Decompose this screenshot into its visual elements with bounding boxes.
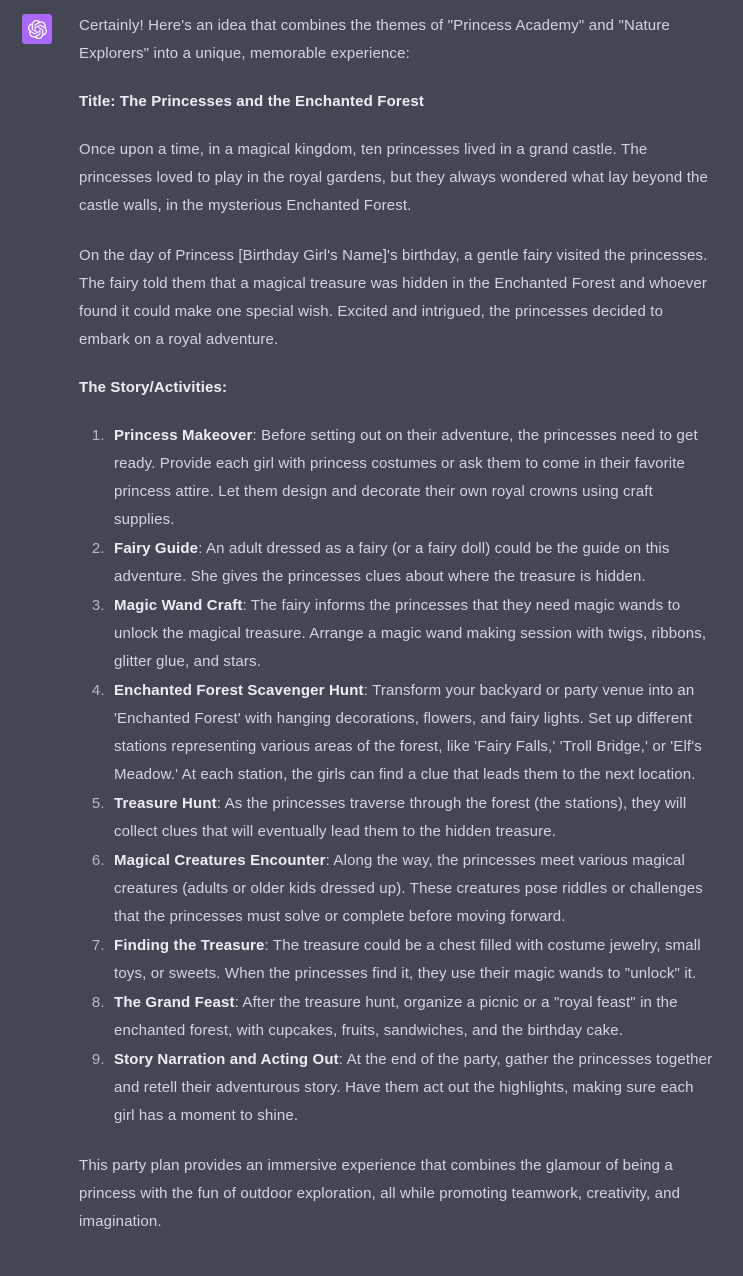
- activity-title: Finding the Treasure: [114, 937, 265, 954]
- openai-logo-icon: [28, 20, 47, 39]
- list-item: [109, 847, 717, 931]
- activity-title: Magic Wand Craft: [114, 597, 243, 614]
- list-item: [109, 1046, 717, 1130]
- activities-list: [79, 422, 717, 1130]
- activity-body: : At the end of the party, gather the princesses together and retell their adventurous story. Have them act out the highlights, making sure each girl has a moment to shine.: [114, 1051, 713, 1124]
- list-item: [109, 989, 717, 1045]
- activity-body: : The treasure could be a chest filled with costume jewelry, small toys, or sweets. When the princesses find it, they use their magic wands to "unlock" it.: [114, 937, 701, 982]
- message-content: [52, 10, 717, 1258]
- list-item: [109, 422, 717, 534]
- activity-title: Treasure Hunt: [114, 795, 217, 812]
- activity-title: Princess Makeover: [114, 427, 253, 444]
- list-item: [109, 535, 717, 591]
- intro-paragraph: Certainly! Here's an idea that combines the themes of "Princess Academy" and "Nature Explorers" into a unique, memorable experience:: [79, 17, 670, 62]
- list-item: [109, 932, 717, 988]
- list-item: [109, 790, 717, 846]
- story-paragraph-1: Once upon a time, in a magical kingdom, ten princesses lived in a grand castle. The princesses loved to play in the royal gardens, but they always wondered what lay beyond the castle walls, in the mysterious Enchanted Forest.: [79, 141, 709, 214]
- activity-title: Magical Creatures Encounter: [114, 852, 326, 869]
- story-title-heading: Title: The Princesses and the Enchanted Forest: [79, 93, 425, 110]
- list-item: [109, 677, 717, 789]
- activity-body: : Before setting out on their adventure, the princesses need to get ready. Provide each girl with princess costumes or ask them to come in their favorite princess attire. Let them design and decorate their own royal crowns using craft supplies.: [114, 427, 698, 528]
- activity-body: : The fairy informs the princesses that they need magic wands to unlock the magical treasure. Arrange a magic wand making session with twigs, ribbons, glitter glue, and stars.: [114, 597, 707, 670]
- activities-heading: The Story/Activities:: [79, 379, 228, 396]
- activity-body: : An adult dressed as a fairy (or a fairy doll) could be the guide on this adventure. She gives the princesses clues about where the treasure is hidden.: [114, 540, 670, 585]
- activity-body: : Along the way, the princesses meet various magical creatures (adults or older kids dressed up). These creatures pose riddles or challenges that the princesses must solve or complete before moving forward.: [114, 852, 703, 925]
- closing-paragraph: This party plan provides an immersive experience that combines the glamour of being a princess with the fun of outdoor exploration, all while promoting teamwork, creativity, and imagination.: [79, 1157, 681, 1230]
- list-item: [109, 592, 717, 676]
- activity-title: Enchanted Forest Scavenger Hunt: [114, 682, 364, 699]
- activity-body: : Transform your backyard or party venue into an 'Enchanted Forest' with hanging decorations, flowers, and fairy lights. Set up different stations representing various areas of the forest, like 'Fairy Falls,' 'Troll Bridge,' or 'Elf's Meadow.' At each station, the girls can find a clue that leads them to the next location.: [114, 682, 702, 783]
- activity-body: : As the princesses traverse through the forest (the stations), they will collect clues that will eventually lead them to the hidden treasure.: [114, 795, 687, 840]
- activity-title: Fairy Guide: [114, 540, 199, 557]
- assistant-avatar: [22, 14, 52, 44]
- activity-title: The Grand Feast: [114, 994, 235, 1011]
- activity-title: Story Narration and Acting Out: [114, 1051, 339, 1068]
- activity-body: : After the treasure hunt, organize a picnic or a "royal feast" in the enchanted forest, with cupcakes, fruits, sandwiches, and the birthday cake.: [114, 994, 678, 1039]
- story-paragraph-2: On the day of Princess [Birthday Girl's Name]'s birthday, a gentle fairy visited the princesses. The fairy told them that a magical treasure was hidden in the Enchanted Forest and whoever found it could make one special wish. Excited and intrigued, the princesses decided to embark on a royal adventure.: [79, 247, 708, 348]
